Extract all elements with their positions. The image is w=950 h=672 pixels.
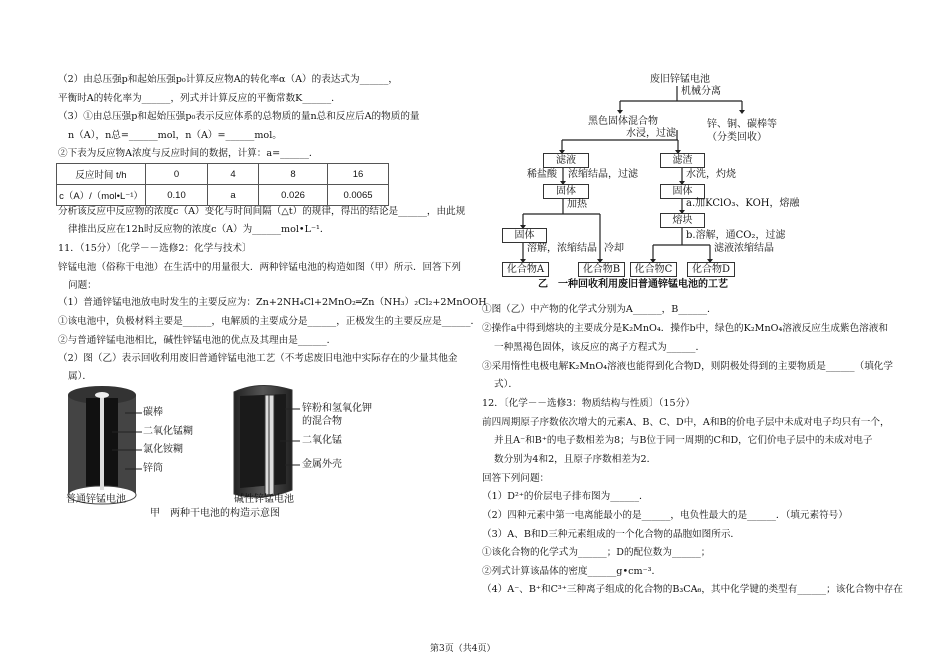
table-cell: 0.0065 [328, 185, 389, 206]
text-line: ②与普通锌锰电池相比，碱性锌锰电池的优点及其理由是______． [58, 335, 337, 346]
text-line: ③采用惰性电极电解K₂MnO₄溶液也能得到化合物D，则阴极处得到的主要物质是______（填化学 [482, 361, 893, 372]
text-line: 属）． [68, 371, 92, 382]
text-line: （2）由总压强p和起始压强p₀计算反应物A的转化率α（A）的表达式为______， [58, 74, 398, 85]
flow-op: b.溶解，通CO₂，过滤 [686, 230, 786, 241]
flow-caption: 乙 一种回收利用废旧普通锌锰电池的工艺 [538, 279, 728, 290]
label-carbon-rod: 碳棒 [143, 407, 163, 418]
figure-caption: 甲 两种干电池的构造示意图 [150, 508, 280, 519]
table-cell: a [208, 185, 259, 206]
text-line: （3）A、B和D三种元素组成的一个化合物的晶胞如图所示． [482, 529, 741, 540]
text-line: ②下表为反应物A浓度与反应时间的数据，计算：a=______． [58, 148, 319, 159]
flow-op: 水浸，过滤 [626, 128, 676, 139]
ordinary-battery-diagram [68, 386, 142, 504]
flow-box: 固体 [543, 184, 589, 199]
text-line: n（A），n总=______mol，n（A）=______mol。 [68, 130, 282, 141]
table-header: 16 [328, 164, 389, 185]
flow-op: 机械分离 [681, 86, 721, 97]
flow-op: 浓缩结晶，过滤 [568, 169, 638, 180]
text-line: 前四周期原子序数依次增大的元素A、B、C、D中，A和B的价电子层中未成对电子均只有一个， [482, 417, 890, 428]
text-line: 并且A⁻和B⁺的电子数相差为8；与B位于同一周期的C和D，它们价电子层中的未成对电子 [494, 435, 873, 446]
table-header: 0 [146, 164, 208, 185]
flow-node: 黑色固体混合物 [588, 116, 658, 127]
table-header: 4 [208, 164, 259, 185]
flow-op: 溶解，浓缩结晶 [527, 243, 597, 254]
page-footer: 第3页（共4页） [430, 644, 496, 654]
flow-node: （分类回收） [707, 132, 767, 143]
label-zinc-koh: 锌粉和氢氧化钾 [302, 403, 372, 414]
text-line: 数分别为4和2，且原子序数相差为2． [494, 454, 657, 465]
text-line: 11．（15分）〔化学－－选修2：化学与技术〕 [58, 243, 252, 254]
flow-op: 加热 [567, 199, 587, 210]
text-line: 问题： [68, 280, 97, 291]
text-line: 一种黑褐色固体，该反应的离子方程式为______． [494, 342, 706, 353]
table-cell: 0.026 [259, 185, 328, 206]
flow-box-compound-c: 化合物C [630, 262, 677, 277]
flow-box-compound-a: 化合物A [502, 262, 549, 277]
text-line: 锌锰电池（俗称干电池）在生活中的用量很大．两种锌锰电池的构造如图（甲）所示．回答下列 [58, 262, 461, 273]
text-line: （1）D²⁺的价层电子排布图为______． [482, 491, 649, 502]
text-line: 平衡时A的转化率为______，列式并计算反应的平衡常数K______． [58, 93, 341, 104]
flow-box: 滤渣 [660, 153, 705, 168]
text-line: ①图（乙）中产物的化学式分别为A______，B______． [482, 304, 717, 315]
text-line: （4）A⁻、B⁺和C³⁺三种离子组成的化合物的B₃CA₆，其中化学键的类型有______；该化合物中存在 [482, 584, 903, 595]
flow-op: 水洗，灼烧 [686, 169, 736, 180]
flow-box: 熔块 [660, 213, 705, 228]
flow-box-compound-d: 化合物D [687, 262, 735, 277]
label-mno2: 二氧化锰 [302, 435, 342, 446]
text-line: 回答下列问题： [482, 473, 550, 484]
text-line: ①该化合物的化学式为______；D的配位数为______； [482, 547, 711, 558]
text-line: ①该电池中，负极材料主要是______，电解质的主要成分是______，正极发生的主要反应是______． [58, 316, 481, 327]
label-mno2-paste: 二氧化锰糊 [143, 426, 193, 437]
text-line: （3）①由总压强p和起始压强p₀表示反应体系的总物质的量n总和反应后A的物质的量 [58, 111, 420, 122]
alkaline-battery-caption: 碱性锌锰电池 [234, 494, 294, 505]
table-header: 反应时间 t/h [57, 164, 146, 185]
label-zinc-can: 锌筒 [143, 463, 163, 474]
flow-box: 固体 [660, 184, 705, 199]
text-line: （1）普通锌锰电池放电时发生的主要反应为：Zn+2NH₄Cl+2MnO₂═Zn（NH₃）₂Cl₂+2MnOOH [58, 297, 487, 308]
table-cell: 0.10 [146, 185, 208, 206]
table-header: 8 [259, 164, 328, 185]
ordinary-battery-caption: 普通锌锰电池 [66, 494, 126, 505]
flow-box-compound-b: 化合物B [578, 262, 625, 277]
flow-node: 锌、铜、碳棒等 [707, 119, 777, 130]
flow-op: 冷却 [604, 243, 624, 254]
text-line: ②列式计算该晶体的密度______g•cm⁻³． [482, 566, 662, 577]
text-line: （2）四种元素中第一电离能最小的是______，电负性最大的是______．（填元素符号） [482, 510, 848, 521]
alkaline-battery-diagram [234, 385, 300, 497]
text-line: 12．〔化学－－选修3：物质结构与性质〕（15分） [482, 398, 695, 409]
label-mixture: 的混合物 [302, 416, 342, 427]
table-cell: c（A）/（mol•L⁻¹） [57, 185, 146, 206]
label-metal-shell: 金属外壳 [302, 459, 342, 470]
flow-op: 滤液浓缩结晶 [714, 243, 774, 254]
flow-op: a.加KClO₃、KOH，熔融 [686, 198, 800, 209]
label-nh4cl-paste: 氯化铵糊 [143, 444, 183, 455]
text-line: ②操作a中得到熔块的主要成分是K₂MnO₄．操作b中，绿色的K₂MnO₄溶液反应生成紫色溶液和 [482, 323, 888, 334]
text-line: 律推出反应在12h时反应物的浓度c（A）为______mol•L⁻¹． [68, 224, 330, 235]
flow-box: 固体 [502, 228, 547, 243]
flow-box: 滤液 [543, 153, 589, 168]
flow-op: 稀盐酸 [527, 169, 557, 180]
text-line: 式）． [494, 379, 518, 390]
flow-start: 废旧锌锰电池 [650, 74, 710, 85]
text-line: （2）图（乙）表示回收利用废旧普通锌锰电池工艺（不考虑废旧电池中实际存在的少量其他金 [58, 353, 458, 364]
text-line: 分析该反应中反应物的浓度c（A）变化与时间间隔（△t）的规律，得出的结论是______，由此规 [58, 206, 466, 217]
